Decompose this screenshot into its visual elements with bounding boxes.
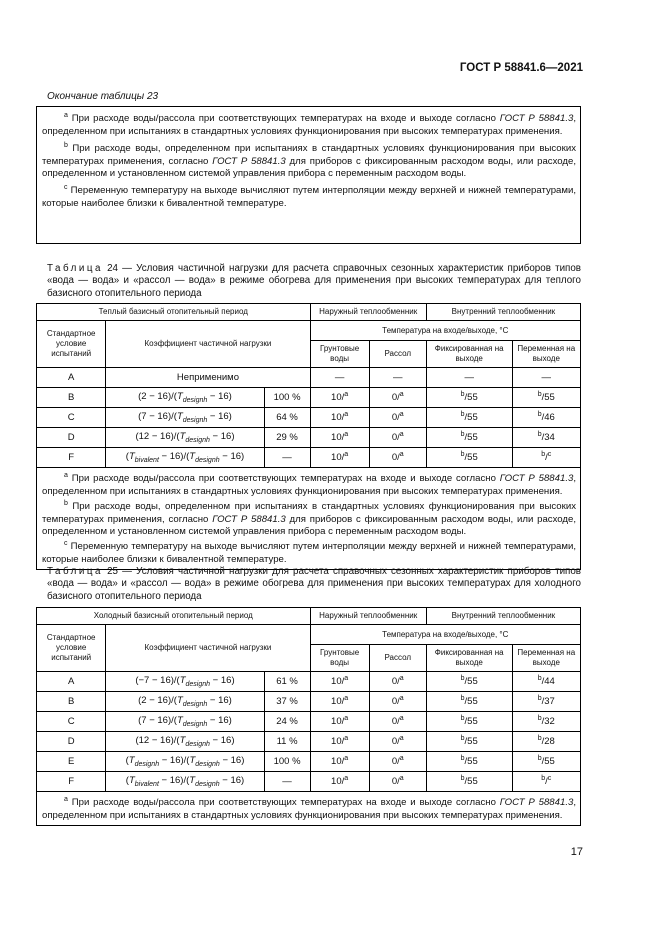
value: /55 — [464, 412, 478, 424]
note-mark: a — [344, 431, 349, 439]
formula-variable: T — [176, 391, 183, 403]
footnote-reference: ГОСТ Р 58841.3 — [212, 155, 286, 167]
coefficient-cell — [106, 448, 264, 468]
table24-caption-label: Таблица — [47, 263, 103, 274]
value: /34 — [541, 432, 555, 444]
fixed-outlet-cell — [426, 752, 512, 772]
footnote-text: При расходе воды/рассола при соответствующих температурах на входе и выходе согласно — [67, 473, 500, 485]
value: /55 — [464, 736, 478, 748]
note-mark: a — [344, 755, 349, 763]
formula-part: − 16) — [207, 411, 232, 423]
note-mark: b — [460, 411, 465, 419]
note-mark: a — [399, 431, 404, 439]
table-row — [37, 428, 581, 448]
brine-cell — [369, 428, 426, 448]
formula-part: − 16) — [207, 391, 232, 403]
condition-cell: F — [37, 448, 106, 468]
value: /55 — [464, 432, 478, 444]
value: 0/ — [391, 696, 400, 708]
footnote — [37, 538, 580, 566]
fixed-outlet-cell — [426, 428, 512, 448]
value: 10/ — [331, 452, 345, 464]
formula-part: (7 − 16)/( — [138, 715, 177, 727]
value: — — [541, 372, 552, 383]
footnote-mark: a — [64, 796, 68, 803]
ground-water-cell — [310, 732, 369, 752]
formula-subscript: designh — [182, 700, 208, 708]
outer-exchanger-header: Наружный теплообменник — [310, 608, 426, 625]
note-mark: b — [537, 675, 542, 683]
temperature-header: Температура на входе/выходе, °С — [310, 625, 580, 645]
formula-variable: T — [128, 451, 135, 463]
note-mark: a — [399, 775, 404, 783]
formula-subscript: bivalent — [134, 456, 159, 464]
table-row — [37, 772, 581, 792]
variable-outlet-header: Переменная на выходе — [512, 645, 580, 672]
formula-part: − 16) — [210, 675, 235, 687]
footnote-mark: b — [64, 142, 68, 149]
percent-cell: — — [264, 772, 310, 792]
brine-cell — [369, 448, 426, 468]
percent-cell: — — [264, 448, 310, 468]
formula-part: (7 − 16)/( — [138, 411, 177, 423]
footnote-text-tail: , определенном при испытаниях в стандартных условиях функционирования при высоких температурах применения. — [42, 797, 576, 821]
formula-subscript: designh — [195, 760, 220, 768]
formula-part: − 16) — [209, 735, 235, 747]
footnotes-container — [37, 792, 580, 825]
value: / — [545, 452, 548, 464]
note-mark: b — [537, 715, 542, 723]
coefficient-cell — [106, 428, 264, 448]
formula-part: (2 − 16)/( — [138, 695, 177, 707]
condition-cell: E — [37, 752, 106, 772]
formula-part: − 16) — [207, 715, 232, 727]
formula-subscript: designh — [182, 396, 208, 404]
formula-subscript: designh — [134, 760, 160, 768]
condition-cell: C — [37, 712, 106, 732]
fixed-outlet-header: Фиксированная на выходе — [426, 645, 512, 672]
outer-exchanger-header: Наружный теплообменник — [310, 304, 426, 321]
note-mark: a — [399, 695, 404, 703]
fixed-outlet-cell — [426, 732, 512, 752]
footnote — [37, 470, 580, 498]
table-group-header: Холодный базисный отопительный период — [37, 608, 311, 625]
value: 10/ — [331, 676, 345, 688]
fixed-outlet-cell — [426, 368, 512, 388]
note-mark: b — [537, 411, 542, 419]
footnote-mark: b — [64, 500, 68, 507]
table-row — [37, 408, 581, 428]
note-mark: b — [537, 431, 542, 439]
ground-water-cell — [310, 692, 369, 712]
table-row — [37, 388, 581, 408]
coefficient-cell — [106, 408, 264, 428]
note-mark: b — [537, 695, 542, 703]
brine-cell — [369, 692, 426, 712]
footnote-reference: ГОСТ Р 58841.3 — [212, 513, 286, 525]
formula-part: − 16) — [209, 431, 235, 443]
formula-part: ( — [125, 451, 129, 463]
note-mark: b — [541, 451, 546, 459]
note-mark: a — [399, 675, 404, 683]
formula-variable: T — [179, 675, 186, 687]
table24-caption-text: 24 — Условия частичной нагрузки для расчета справочных сезонных характеристик приборов типов «вода — вода» и «рассол — вода» в режиме обогрева для применения при высоких температурах для теплого базисного отопительного периода — [47, 263, 581, 299]
table-continuation-label: Окончание таблицы 23 — [47, 91, 159, 102]
value: / — [545, 776, 548, 788]
note-mark: a — [344, 675, 349, 683]
formula-part: − 16)/( — [158, 451, 190, 463]
note-mark: a — [344, 411, 349, 419]
note-mark: b — [460, 755, 465, 763]
table25 — [36, 607, 581, 826]
formula-part: (−7 − 16)/( — [135, 675, 180, 687]
percent-cell: 100 % — [264, 752, 310, 772]
value: /37 — [541, 696, 555, 708]
footnote-text-tail: , определенном при испытаниях в стандартных условиях функционирования при высоких температурах применения. — [42, 473, 576, 497]
table-row — [37, 448, 581, 468]
footnote-mark: a — [64, 472, 68, 479]
footnote-text: При расходе воды, определенном при испытаниях в стандартных условиях функционирования при высоких температурах применения, согласно — [42, 143, 576, 167]
brine-header: Рассол — [369, 645, 426, 672]
formula-part: − 16) — [219, 451, 245, 463]
table24 — [36, 303, 581, 570]
footnote — [37, 794, 580, 822]
value: /55 — [464, 716, 478, 728]
value: 0/ — [391, 452, 400, 464]
footnote-reference: ГОСТ Р 58841.3 — [499, 473, 574, 485]
formula-subscript: designh — [185, 436, 210, 444]
temperature-header: Температура на входе/выходе, °С — [310, 321, 580, 341]
fixed-outlet-cell — [426, 772, 512, 792]
footnote-mark: c — [64, 184, 68, 192]
note-mark: b — [460, 451, 465, 459]
formula-variable: T — [176, 715, 183, 727]
value: /55 — [464, 696, 478, 708]
note-mark: a — [344, 695, 349, 703]
percent-cell: 29 % — [264, 428, 310, 448]
ground-water-cell — [310, 712, 369, 732]
table-row — [37, 732, 581, 752]
condition-cell: F — [37, 772, 106, 792]
value: 0/ — [391, 756, 400, 768]
ground-water-cell — [310, 408, 369, 428]
formula-variable: T — [189, 451, 196, 463]
fixed-outlet-header: Фиксированная на выходе — [426, 341, 512, 368]
footnote — [37, 498, 580, 538]
variable-outlet-cell — [512, 448, 580, 468]
note-mark: b — [460, 715, 465, 723]
formula-variable: T — [128, 755, 135, 767]
footnotes-container — [37, 468, 580, 569]
note-mark: b — [537, 391, 542, 399]
note-mark: b — [460, 675, 465, 683]
value: 0/ — [391, 776, 400, 788]
coefficient-cell — [106, 752, 264, 772]
value: 0/ — [391, 392, 400, 404]
note-mark: a — [399, 391, 404, 399]
condition-cell: A — [37, 672, 106, 692]
footnote-text: При расходе воды/рассола при соответствующих температурах на входе и выходе согласно — [67, 797, 500, 809]
footnotes-row — [37, 792, 581, 826]
table-footnotes — [37, 468, 581, 570]
formula-part: − 16) — [219, 755, 245, 767]
note-mark: b — [460, 695, 465, 703]
brine-cell — [369, 408, 426, 428]
note-mark: b — [537, 755, 542, 763]
document-header: ГОСТ Р 58841.6—2021 — [459, 62, 583, 74]
brine-cell — [369, 368, 426, 388]
ground-water-header: Грунтовые воды — [310, 341, 369, 368]
fixed-outlet-cell — [426, 448, 512, 468]
fixed-outlet-cell — [426, 712, 512, 732]
fixed-outlet-cell — [426, 408, 512, 428]
value: 10/ — [331, 716, 345, 728]
coefficient-column-header: Коэффициент частичной нагрузки — [106, 321, 310, 368]
value: /55 — [541, 392, 555, 404]
brine-header: Рассол — [369, 341, 426, 368]
note-mark: a — [344, 735, 349, 743]
footnote-text-tail: для приборов с фиксированным расходом воды, или расходе, определенном и установленном системой управления прибора с переменным расходом воды. — [42, 513, 577, 537]
value: /55 — [464, 392, 478, 404]
note-mark: a — [344, 391, 349, 399]
footnote-text: Переменную температуру на выходе вычисляют путем интерполяции между верхней и нижней температурами, которые наиболее близки к бивалентной температуре. — [42, 185, 576, 209]
coefficient-cell — [106, 712, 264, 732]
percent-cell: 37 % — [264, 692, 310, 712]
note-mark: a — [399, 411, 404, 419]
formula-variable: T — [128, 775, 135, 787]
formula-variable: T — [179, 431, 186, 443]
value: /44 — [541, 676, 555, 688]
note-mark: b — [460, 431, 465, 439]
ground-water-cell — [310, 448, 369, 468]
variable-outlet-cell — [512, 732, 580, 752]
table-group-header: Теплый базисный отопительный период — [37, 304, 311, 321]
formula-subscript: designh — [195, 456, 220, 464]
variable-outlet-cell — [512, 752, 580, 772]
footnote-text-tail: , определенном при испытаниях в стандартных условиях функционирования при высоких температурах применения. — [42, 113, 576, 137]
variable-outlet-cell — [512, 772, 580, 792]
footnote — [37, 182, 580, 210]
note-mark: a — [344, 451, 349, 459]
variable-outlet-cell — [512, 428, 580, 448]
coefficient-column-header: Коэффициент частичной нагрузки — [106, 625, 310, 672]
formula-part: ( — [125, 755, 129, 767]
formula-variable: T — [179, 735, 186, 747]
table25-caption-text: 25 — Условия частичной нагрузки для расчета справочных сезонных характеристик приборов типов «вода — вода» и «рассол — вода» в режиме обогрева для применения при высоких температурах для холодного базисного отопительного периода — [47, 566, 581, 602]
condition-cell: B — [37, 388, 106, 408]
value: /55 — [464, 756, 478, 768]
coefficient-cell — [106, 388, 264, 408]
value: 10/ — [331, 776, 345, 788]
note-mark: a — [399, 755, 404, 763]
ground-water-cell — [310, 672, 369, 692]
formula-variable: T — [189, 775, 196, 787]
condition-cell: D — [37, 732, 106, 752]
percent-cell: 100 % — [264, 388, 310, 408]
value: 10/ — [331, 412, 345, 424]
note-mark: b — [460, 735, 465, 743]
percent-cell: 64 % — [264, 408, 310, 428]
value: 10/ — [331, 736, 345, 748]
value: — — [393, 372, 403, 383]
table25-caption-label: Таблица — [47, 566, 103, 577]
note-mark: a — [344, 715, 349, 723]
note-mark: b — [460, 775, 465, 783]
value: /55 — [464, 452, 478, 464]
note-mark: a — [344, 775, 349, 783]
coefficient-cell — [106, 772, 264, 792]
formula-variable: T — [176, 695, 183, 707]
value: 10/ — [331, 392, 345, 404]
formula-subscript: designh — [185, 680, 211, 688]
footnote-reference: ГОСТ Р 58841.3 — [499, 797, 574, 809]
table23-footnotes — [36, 106, 581, 244]
footnote-mark: c — [64, 540, 68, 548]
note-mark: b — [541, 775, 546, 783]
formula-subscript: designh — [182, 720, 208, 728]
note-mark: a — [399, 451, 404, 459]
formula-part: (12 − 16)/( — [135, 735, 180, 747]
footnote-text: Переменную температуру на выходе вычисляют путем интерполяции между верхней и нижней температурами, которые наиболее близки к бивалентной температуре. — [42, 541, 576, 565]
variable-outlet-cell — [512, 672, 580, 692]
percent-cell: 61 % — [264, 672, 310, 692]
formula-variable: T — [176, 411, 183, 423]
coefficient-cell: Неприменимо — [106, 368, 310, 388]
formula-subscript: designh — [185, 740, 210, 748]
condition-cell: A — [37, 368, 106, 388]
percent-cell: 24 % — [264, 712, 310, 732]
footnote — [37, 110, 580, 138]
value: /55 — [464, 776, 478, 788]
footnote — [37, 140, 580, 180]
ground-water-header: Грунтовые воды — [310, 645, 369, 672]
page-number: 17 — [570, 846, 583, 858]
variable-outlet-cell — [512, 368, 580, 388]
brine-cell — [369, 712, 426, 732]
value: — — [464, 372, 474, 383]
value: 0/ — [391, 716, 400, 728]
value: 10/ — [331, 756, 345, 768]
fixed-outlet-cell — [426, 388, 512, 408]
formula-part: (12 − 16)/( — [135, 431, 180, 443]
variable-outlet-cell — [512, 692, 580, 712]
coefficient-cell — [106, 692, 264, 712]
ground-water-cell — [310, 772, 369, 792]
fixed-outlet-cell — [426, 672, 512, 692]
value: /55 — [541, 756, 555, 768]
table-row — [37, 672, 581, 692]
table-row — [37, 712, 581, 732]
percent-cell: 11 % — [264, 732, 310, 752]
note-mark: c — [547, 451, 552, 459]
footnote-text: При расходе воды, определенном при испытаниях в стандартных условиях функционирования при высоких температурах применения, согласно — [42, 501, 576, 525]
value: /32 — [541, 716, 555, 728]
note-mark: b — [537, 735, 542, 743]
brine-cell — [369, 752, 426, 772]
value: 0/ — [391, 412, 400, 424]
note-mark: c — [547, 775, 552, 783]
formula-variable: T — [189, 755, 196, 767]
ground-water-cell — [310, 368, 369, 388]
inner-exchanger-header: Внутренний теплообменник — [426, 304, 580, 321]
value: 0/ — [391, 432, 400, 444]
formula-part: (2 − 16)/( — [138, 391, 177, 403]
value: — — [334, 372, 345, 383]
footnote-text-tail: для приборов с фиксированным расходом воды, или расходе, определенном и установленном системой управления прибора с переменным расходом воды. — [42, 155, 577, 179]
brine-cell — [369, 732, 426, 752]
footnote-reference: ГОСТ Р 58841.3 — [499, 113, 574, 125]
value: 10/ — [331, 696, 345, 708]
formula-part: ( — [125, 775, 129, 787]
value: /55 — [464, 676, 478, 688]
formula-part: − 16) — [207, 695, 232, 707]
formula-subscript: designh — [182, 416, 208, 424]
condition-column-header: Стандартное условие испытаний — [37, 625, 106, 672]
footnote-text: При расходе воды/рассола при соответствующих температурах на входе и выходе согласно — [67, 113, 500, 125]
table24-caption — [47, 263, 581, 300]
coefficient-cell — [106, 672, 264, 692]
variable-outlet-header: Переменная на выходе — [512, 341, 580, 368]
ground-water-cell — [310, 388, 369, 408]
condition-cell: C — [37, 408, 106, 428]
coefficient-cell — [106, 732, 264, 752]
formula-subscript: bivalent — [134, 780, 159, 788]
formula-part: − 16)/( — [159, 755, 190, 767]
table-row — [37, 752, 581, 772]
value: 10/ — [331, 432, 345, 444]
formula-part: − 16) — [219, 775, 245, 787]
table-row — [37, 692, 581, 712]
note-mark: b — [460, 391, 465, 399]
condition-cell: D — [37, 428, 106, 448]
fixed-outlet-cell — [426, 692, 512, 712]
formula-subscript: designh — [195, 780, 220, 788]
footnotes-row — [37, 468, 581, 570]
value: /28 — [541, 736, 555, 748]
variable-outlet-cell — [512, 712, 580, 732]
condition-column-header: Стандартное условие испытаний — [37, 321, 106, 368]
formula-part: − 16)/( — [158, 775, 190, 787]
table25-caption — [47, 566, 581, 603]
ground-water-cell — [310, 428, 369, 448]
value: 0/ — [391, 676, 400, 688]
brine-cell — [369, 772, 426, 792]
table-row — [37, 368, 581, 388]
inner-exchanger-header: Внутренний теплообменник — [426, 608, 580, 625]
value: /46 — [541, 412, 555, 424]
footnote-mark: a — [64, 112, 68, 119]
note-mark: a — [399, 735, 404, 743]
variable-outlet-cell — [512, 408, 580, 428]
ground-water-cell — [310, 752, 369, 772]
table-footnotes — [37, 792, 581, 826]
value: 0/ — [391, 736, 400, 748]
note-mark: a — [399, 715, 404, 723]
brine-cell — [369, 388, 426, 408]
brine-cell — [369, 672, 426, 692]
condition-cell: B — [37, 692, 106, 712]
variable-outlet-cell — [512, 388, 580, 408]
